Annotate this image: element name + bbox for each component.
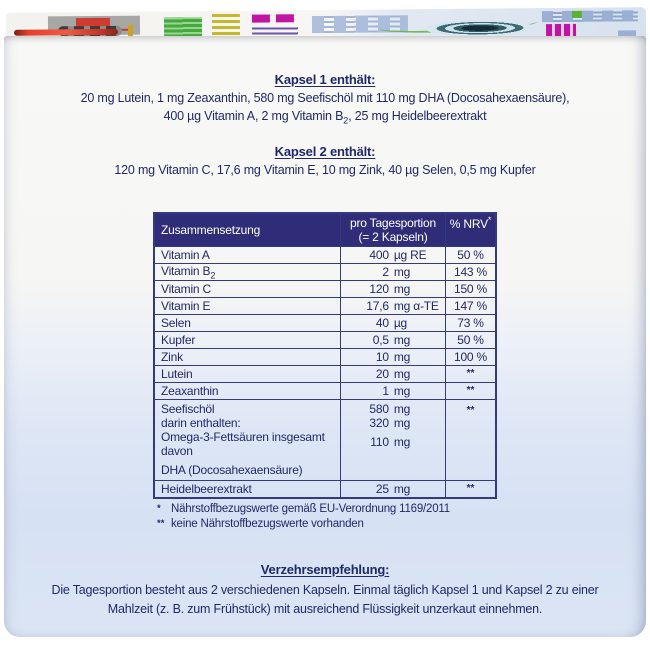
nutrient-amount: 17,6 mg α-TE bbox=[341, 297, 446, 314]
table-row-fish-oil bbox=[154, 399, 496, 480]
table-row bbox=[154, 314, 496, 331]
capsule1-heading: Kapsel 1 enthält: bbox=[274, 72, 376, 87]
print-graphic-green-dot bbox=[572, 11, 582, 18]
column-header-daily-portion: pro Tagesportion (= 2 Kapseln) bbox=[341, 213, 446, 247]
nutrient-nrv: ** bbox=[446, 399, 497, 480]
nutrient-amount: 580 mg 320 mg 110 mg bbox=[341, 399, 446, 480]
print-graphic-magenta-tag bbox=[252, 14, 270, 22]
nutrient-nrv: 100 % bbox=[446, 348, 497, 365]
table-row bbox=[154, 246, 496, 263]
nutrient-nrv: 73 % bbox=[446, 314, 497, 331]
table-row bbox=[154, 365, 496, 382]
nutrient-nrv: ** bbox=[446, 382, 497, 399]
package-back-panel bbox=[4, 36, 646, 637]
table-row bbox=[154, 263, 496, 280]
nutrient-amount: 1 mg bbox=[341, 382, 446, 399]
table-header-row bbox=[154, 213, 496, 247]
nutrient-amount: 2 mg bbox=[341, 263, 446, 280]
table-row bbox=[154, 331, 496, 348]
nutrient-name: Vitamin C bbox=[154, 280, 341, 297]
table-row bbox=[154, 280, 496, 297]
nutrient-nrv: 50 % bbox=[446, 246, 497, 263]
nutrient-nrv: 147 % bbox=[446, 297, 497, 314]
nutrient-amount: 25 mg bbox=[341, 480, 446, 498]
nutrient-amount: 0,5 mg bbox=[341, 331, 446, 348]
nutrient-name: Vitamin $B_2$ bbox=[154, 263, 341, 280]
nutrient-name: Seefischöl darin enthalten: Omega-3-Fettsäuren insgesamt davon DHA (Docosahexaensäure) bbox=[154, 399, 341, 480]
table-row bbox=[154, 348, 496, 365]
nutrient-nrv: ** bbox=[446, 480, 497, 498]
nutrient-name: Vitamin A bbox=[154, 246, 341, 263]
nutrient-name: Vitamin E bbox=[154, 297, 341, 314]
capsule2-ingredients-line1: 120 mg Vitamin C, 17,6 mg Vitamin E, 10 mg Zink, 40 µg Selen, 0,5 mg Kupfer bbox=[114, 162, 536, 177]
table-footnotes bbox=[157, 502, 493, 532]
table-row bbox=[154, 297, 496, 314]
capsule2-heading: Kapsel 2 enthält: bbox=[274, 143, 376, 159]
nutrient-name: Lutein bbox=[154, 365, 341, 382]
dosage-text: Die Tagesportion besteht aus 2 verschiedenen Kapseln. Einmal täglich Kapsel 1 und Kapsel 2 zu einer Mahlzeit (z. B. zum Frühstück) mit ausreichend Flüssigkeit unzerkaut einnehmen. bbox=[51, 582, 599, 616]
column-header-nrv: % NRV* bbox=[446, 213, 497, 247]
print-graphic-eye-swirl bbox=[421, 19, 539, 37]
nutrition-table bbox=[153, 212, 497, 499]
nutrient-name: Selen bbox=[154, 314, 341, 331]
nutrient-amount: 20 mg bbox=[341, 365, 446, 382]
nutrient-name: Zink bbox=[154, 348, 341, 365]
capsule1-ingredients-line2: 400 µg Vitamin A, 2 mg Vitamin $B_2$, 25 mg Heidelbeerextrakt bbox=[163, 109, 487, 126]
nutrient-amount: 120 mg bbox=[341, 280, 446, 297]
nutrient-nrv: 150 % bbox=[446, 280, 497, 297]
footnote-no-nrv: ** keine Nährstoffbezugswerte vorhanden bbox=[157, 517, 364, 530]
dosage-section bbox=[4, 562, 646, 619]
table-row bbox=[154, 382, 496, 399]
nutrient-name: Zeaxanthin bbox=[154, 382, 341, 399]
nutrient-nrv: 143 % bbox=[446, 263, 497, 280]
print-graphic-magenta-tag bbox=[276, 14, 294, 22]
nutrient-amount: 40 µg bbox=[341, 314, 446, 331]
dosage-heading: Verzehrsempfehlung: bbox=[260, 561, 390, 577]
ingredients-intro bbox=[4, 36, 646, 179]
column-header-composition: Zusammensetzung bbox=[154, 213, 341, 247]
capsule1-ingredients-line1: 20 mg Lutein, 1 mg Zeaxanthin, 580 mg Seefischöl mit 110 mg DHA (Docosahexaensäure), bbox=[80, 91, 570, 105]
nutrient-amount: 400 µg RE bbox=[341, 246, 446, 263]
table-row bbox=[154, 480, 496, 498]
print-graphic-blue-text bbox=[542, 10, 638, 22]
nutrient-name: Heidelbeerextrakt bbox=[154, 480, 341, 498]
nutrient-nrv: ** bbox=[446, 365, 497, 382]
nutrient-amount: 10 mg bbox=[341, 348, 446, 365]
footnote-nrv-reference: * Nährstoffbezugswerte gemäß EU-Verordnung 1169/2011 bbox=[157, 502, 450, 515]
print-graphic-red-pen bbox=[14, 29, 118, 36]
nutrient-name: Kupfer bbox=[154, 331, 341, 348]
print-graphic-green-block bbox=[164, 17, 202, 37]
nutrient-nrv: 50 % bbox=[446, 331, 497, 348]
